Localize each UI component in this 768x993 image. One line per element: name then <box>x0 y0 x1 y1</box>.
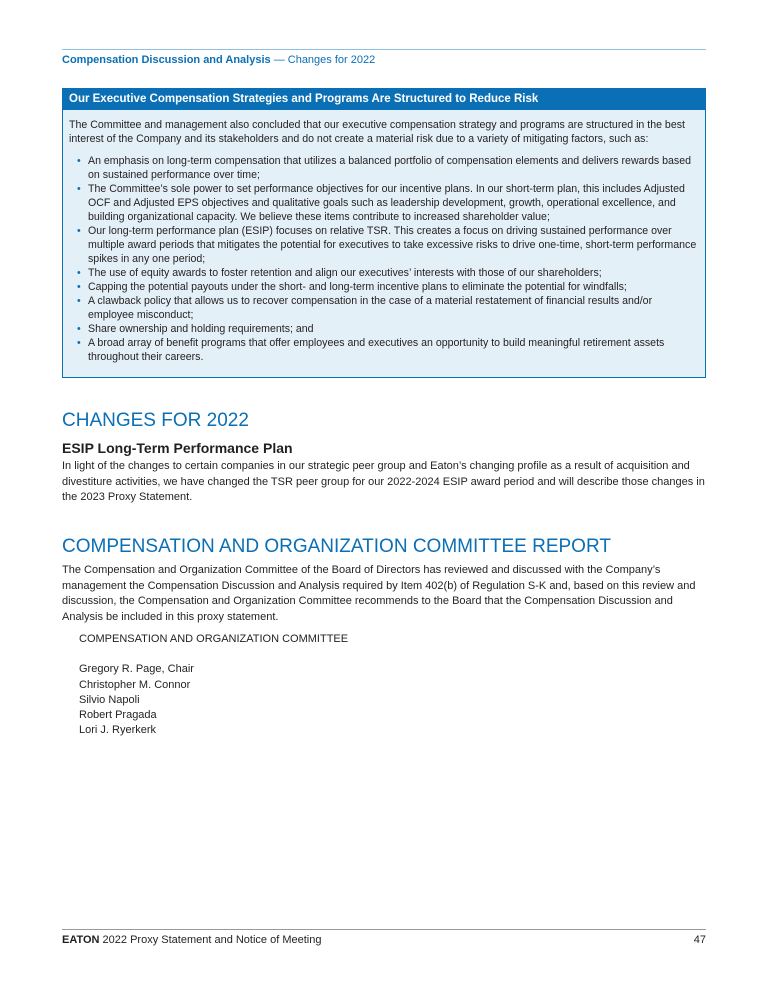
committee-member: Christopher M. Connor <box>79 678 191 691</box>
committee-report-paragraph: The Compensation and Organization Committee of the Board of Directors has reviewed and discussed with the Company’s management the Compensation Discussion and Analysis required by Item 402(b) of Regulation S-K and, based on this review and discussion, the Compensation and Organization Committee recommends to the Board that the Compensation Discussion and Analysis be included in this proxy statement. <box>62 564 696 623</box>
committee-report-heading: COMPENSATION AND ORGANIZATION COMMITTEE REPORT <box>62 536 611 557</box>
risk-box-title: Our Executive Compensation Strategies and Programs Are Structured to Reduce Risk <box>63 89 705 110</box>
list-item: • A broad array of benefit programs that offer employees and executives an opportunity to build meaningful retirement assets throughout their careers. <box>77 337 665 363</box>
esip-subheading: ESIP Long-Term Performance Plan <box>62 440 293 456</box>
header-rule <box>62 49 706 50</box>
footer-brand: EATON <box>62 934 100 946</box>
committee-member: Robert Pragada <box>79 709 157 722</box>
list-item: • Capping the potential payouts under the short- and long-term incentive plans to eliminate the potential for windfalls; <box>77 281 627 293</box>
committee-member: Gregory R. Page, Chair <box>79 663 194 676</box>
footer-rule <box>62 929 706 930</box>
changes-heading: CHANGES FOR 2022 <box>62 410 249 431</box>
risk-callout-box <box>62 88 706 378</box>
list-item: • An emphasis on long-term compensation that utilizes a balanced portfolio of compensation elements and delivers rewards based on sustained performance over time; <box>77 155 692 181</box>
risk-box-intro: The Committee and management also concluded that our executive compensation strategy and programs are structured in the best interest of the Company and its stakeholders and do not create a material risk due to a variety of mitigating factors, such as: <box>69 119 685 145</box>
list-item: • Share ownership and holding requirements; and <box>77 323 314 335</box>
bullet-icon: • <box>77 225 81 237</box>
bullet-icon: • <box>77 155 81 167</box>
list-item: • The use of equity awards to foster retention and align our executives’ interests with those of our shareholders; <box>77 267 602 279</box>
footer <box>62 934 321 946</box>
running-header-section: Compensation Discussion and Analysis <box>62 54 271 66</box>
changes-paragraph: In light of the changes to certain companies in our strategic peer group and Eaton’s changing profile as a result of acquisition and divestiture activities, we have changed the TSR peer group for our 2022-2024 ESIP award period and will describe those changes in the 2023 Proxy Statement. <box>62 460 705 503</box>
committee-member: Silvio Napoli <box>79 693 140 706</box>
committee-member: Lori J. Ryerkerk <box>79 724 157 737</box>
page-number: 47 <box>693 934 706 946</box>
bullet-icon: • <box>77 267 81 279</box>
bullet-icon: • <box>77 337 81 349</box>
running-header-subsection: — Changes for 2022 <box>270 54 376 66</box>
committee-signature-block <box>79 632 348 739</box>
running-header <box>62 54 375 66</box>
bullet-icon: • <box>77 323 81 335</box>
risk-factor-list <box>69 154 699 364</box>
bullet-icon: • <box>77 281 81 293</box>
list-item: • A clawback policy that allows us to recover compensation in the case of a material restatement of financial results and/or employee misconduct; <box>77 295 653 321</box>
list-item: • Our long-term performance plan (ESIP) focuses on relative TSR. This creates a focus on driving sustained performance over multiple award periods that mitigates the potential for executives to take excessive risks to drive one-time, short-term performance spikes in any one period; <box>77 225 697 265</box>
committee-name: COMPENSATION AND ORGANIZATION COMMITTEE <box>79 633 349 645</box>
footer-title: 2022 Proxy Statement and Notice of Meeting <box>99 934 322 946</box>
bullet-icon: • <box>77 183 81 195</box>
bullet-icon: • <box>77 295 81 307</box>
list-item: • The Committee’s sole power to set performance objectives for our incentive plans. In our short-term plan, this includes Adjusted OCF and Adjusted EPS objectives and qualitative goals such as leadership development, growth, operational excellence, and building organizational capacity. We believe these items contribute to increased shareholder value; <box>77 183 685 223</box>
